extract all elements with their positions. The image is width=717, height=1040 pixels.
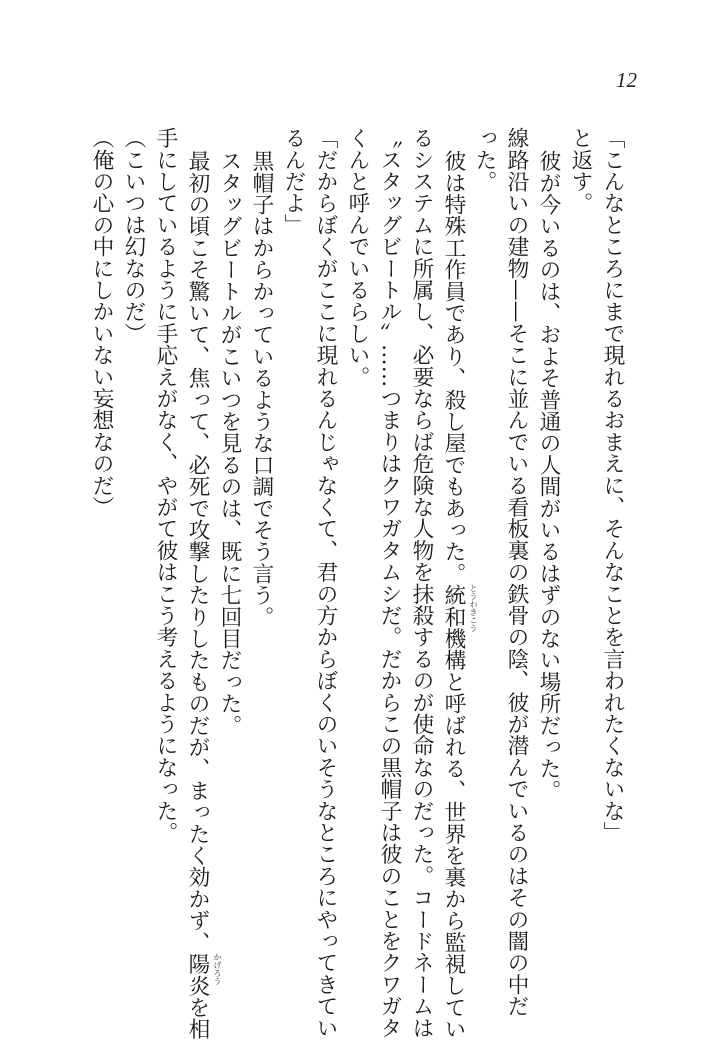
text-column-12: 黒帽子はからかっているような口調でそう言う。	[249, 150, 274, 628]
text-column-3: 彼が今いるのは、およそ普通の人間がいるはずのない場所だった。	[536, 150, 561, 801]
ruby-text-kagerou: かげろう	[213, 952, 222, 985]
text-column-11: るんだよ」	[281, 127, 306, 236]
text-column-4: 線路沿いの建物——そこに並んでいる看板裏の鉄骨の陰、彼が潜んでいるのはその闇の中だ	[504, 127, 529, 1017]
text-column-8: 〝スタッグビートル〟……つまりはクワガタムシだ。だからこの黒帽子は彼のことをクワガタ	[377, 127, 402, 1039]
text-column-1: 「こんなところにまで現れるおまえに、そんなことを言われたくないな」	[600, 127, 625, 844]
text-column-2: と返す。	[568, 127, 593, 214]
text-column-7: るシステムに所属し、必要ならば危険な人物を抹殺するのが使命なのだった。コードネームは	[409, 127, 434, 1039]
text-column-15: 手にしているように手応えがなく、やがて彼はこう考えるようになった。	[153, 127, 178, 844]
text-column-17: （俺の心の中にしかいない妄想なのだ）	[89, 127, 114, 518]
text-column-14-part2: を相	[185, 996, 210, 1040]
text-column-14	[181, 150, 222, 1040]
ruby-text-touwakikou: とうわきこう	[469, 584, 478, 632]
page-number: 12	[616, 68, 637, 92]
text-column-16: （こいつは幻なのだ）	[121, 127, 146, 344]
text-column-10: 「だからぼくがここに現れるんじゃなくて、君の方からぼくのいそうなところにやってきてい	[313, 127, 338, 1039]
text-column-9: くんと呼んでいるらしい。	[345, 127, 370, 388]
text-column-6	[437, 150, 478, 1040]
text-column-6-part1: 彼は特殊工作員であり、殺し屋でもあった。	[441, 150, 466, 584]
text-column-5: った。	[472, 127, 497, 193]
text-column-6-part2: と呼ばれる、世界を裏から監視してい	[441, 670, 466, 1040]
ruby-base-kagerou: 陽炎 かげろう	[185, 952, 222, 997]
text-column-14-part1: 最初の頃こそ驚いて、焦って、必死で攻撃したりしたものだが、まったく効かず、	[185, 150, 210, 953]
ruby-base-touwakikou: 統和機構 とうわきこう	[441, 584, 478, 671]
text-column-13: スタッグビートルがこいつを見るのは、既に七回目だった。	[217, 150, 242, 736]
